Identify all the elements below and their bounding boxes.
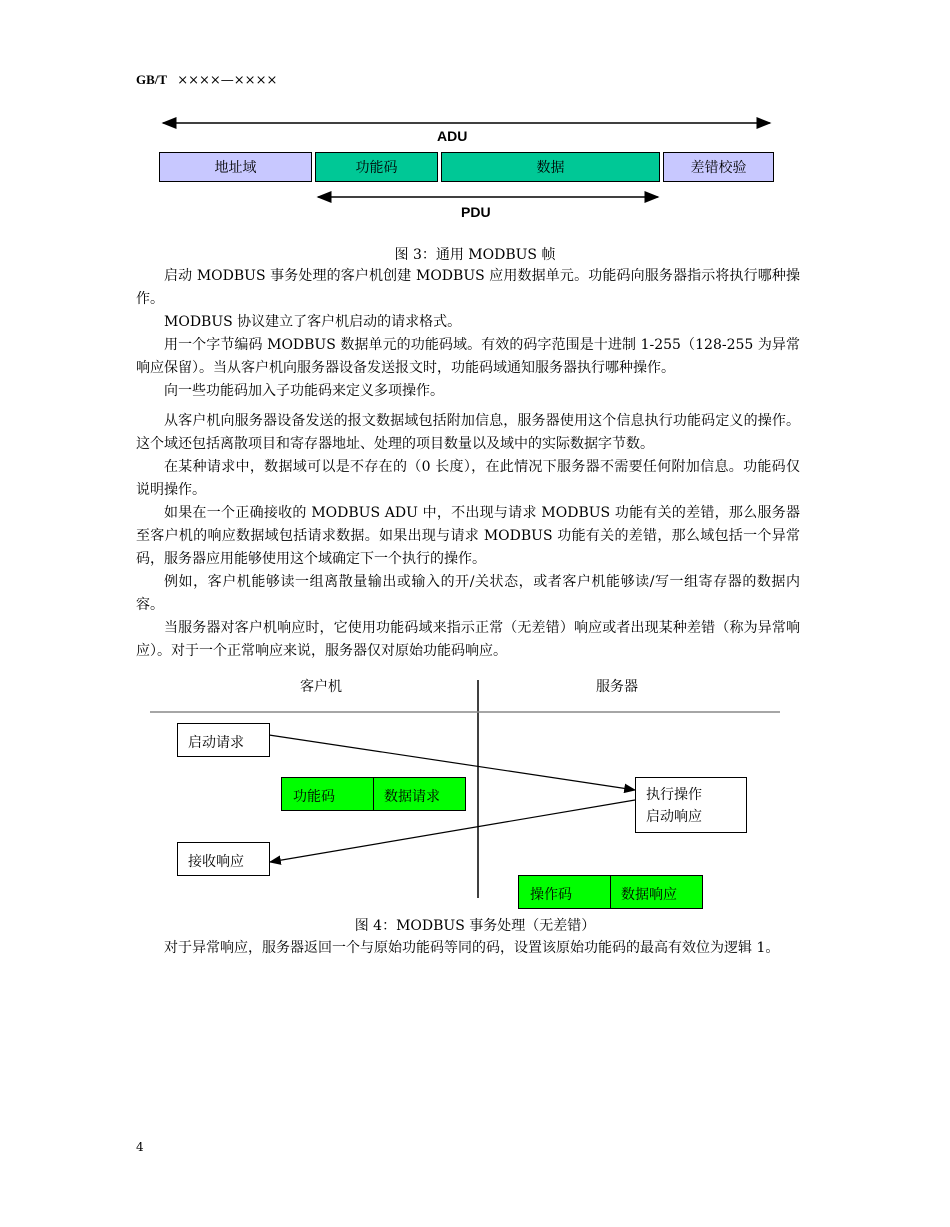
adu-label: ADU: [437, 128, 468, 144]
receive-response-box: 接收响应: [177, 842, 270, 876]
function-code-field: 功能码: [315, 152, 438, 182]
standard-code: GB/T: [136, 72, 168, 87]
server-label: 服务器: [596, 679, 638, 695]
page-number: 4: [136, 1140, 144, 1154]
start-request-box: 启动请求: [177, 723, 270, 757]
pdu-label: PDU: [461, 204, 491, 220]
paragraph: 向一些功能码加入子功能码来定义多项操作。: [164, 383, 444, 399]
response-op-code: 操作码: [518, 875, 611, 909]
data-field: 数据: [441, 152, 660, 182]
closing-text: [136, 937, 800, 960]
checksum-field: 差错校验: [663, 152, 774, 182]
request-data: 数据请求: [373, 777, 466, 811]
paragraph: 当服务器对客户机响应时，它使用功能码域来指示正常（无差错）响应或者出现某种差错（称为异常响应）。对于一个正常响应来说，服务器仅对原始功能码响应。: [136, 620, 800, 659]
paragraph: 例如，客户机能够读一组离散量输出或输入的开/关状态，或者客户机能够读/写一组寄存器的数据内容。: [136, 574, 800, 613]
client-label: 客户机: [300, 679, 342, 695]
response-data: 数据响应: [610, 875, 703, 909]
paragraph: 如果在一个正确接收的 MODBUS ADU 中，不出现与请求 MODBUS 功能有关的差错，那么服务器至客户机的响应数据域包括请求数据。如果出现与请求 MODBUS 功能有关的差错，那么域包括一个异常码，服务器应用能够使用这个域确定下一个执行的操作。: [136, 505, 800, 567]
address-field: 地址域: [159, 152, 312, 182]
request-function-code: 功能码: [281, 777, 374, 811]
figure-3-caption: 图 3：通用 MODBUS 帧: [394, 247, 556, 263]
figure-4-caption: 图 4：MODBUS 事务处理（无差错）: [354, 918, 596, 934]
standard-number: ××××—××××: [177, 73, 278, 88]
start-response-label: 启动响应: [646, 809, 702, 825]
paragraph: 从客户机向服务器设备发送的报文数据域包括附加信息，服务器使用这个信息执行功能码定义的操作。这个域还包括离散项目和寄存器地址、处理的项目数量以及域中的实际数据字节数。: [136, 413, 800, 452]
paragraph: 启动 MODBUS 事务处理的客户机创建 MODBUS 应用数据单元。功能码向服务器指示将执行哪种操作。: [136, 268, 800, 307]
paragraph: 对于异常响应，服务器返回一个与原始功能码等同的码，设置该原始功能码的最高有效位为逻辑 1。: [164, 940, 780, 956]
execute-action-box: [635, 777, 747, 833]
paragraph: 用一个字节编码 MODBUS 数据单元的功能码域。有效的码字范围是十进制 1-255（128-255 为异常响应保留）。当从客户机向服务器设备发送报文时，功能码域通知服务器执行哪种操作。: [136, 337, 800, 376]
execute-action-label: 执行操作: [646, 787, 702, 803]
paragraph: 在某种请求中，数据域可以是不存在的（0 长度），在此情况下服务器不需要任何附加信息。功能码仅说明操作。: [136, 459, 800, 498]
paragraph: MODBUS 协议建立了客户机启动的请求格式。: [164, 314, 462, 330]
